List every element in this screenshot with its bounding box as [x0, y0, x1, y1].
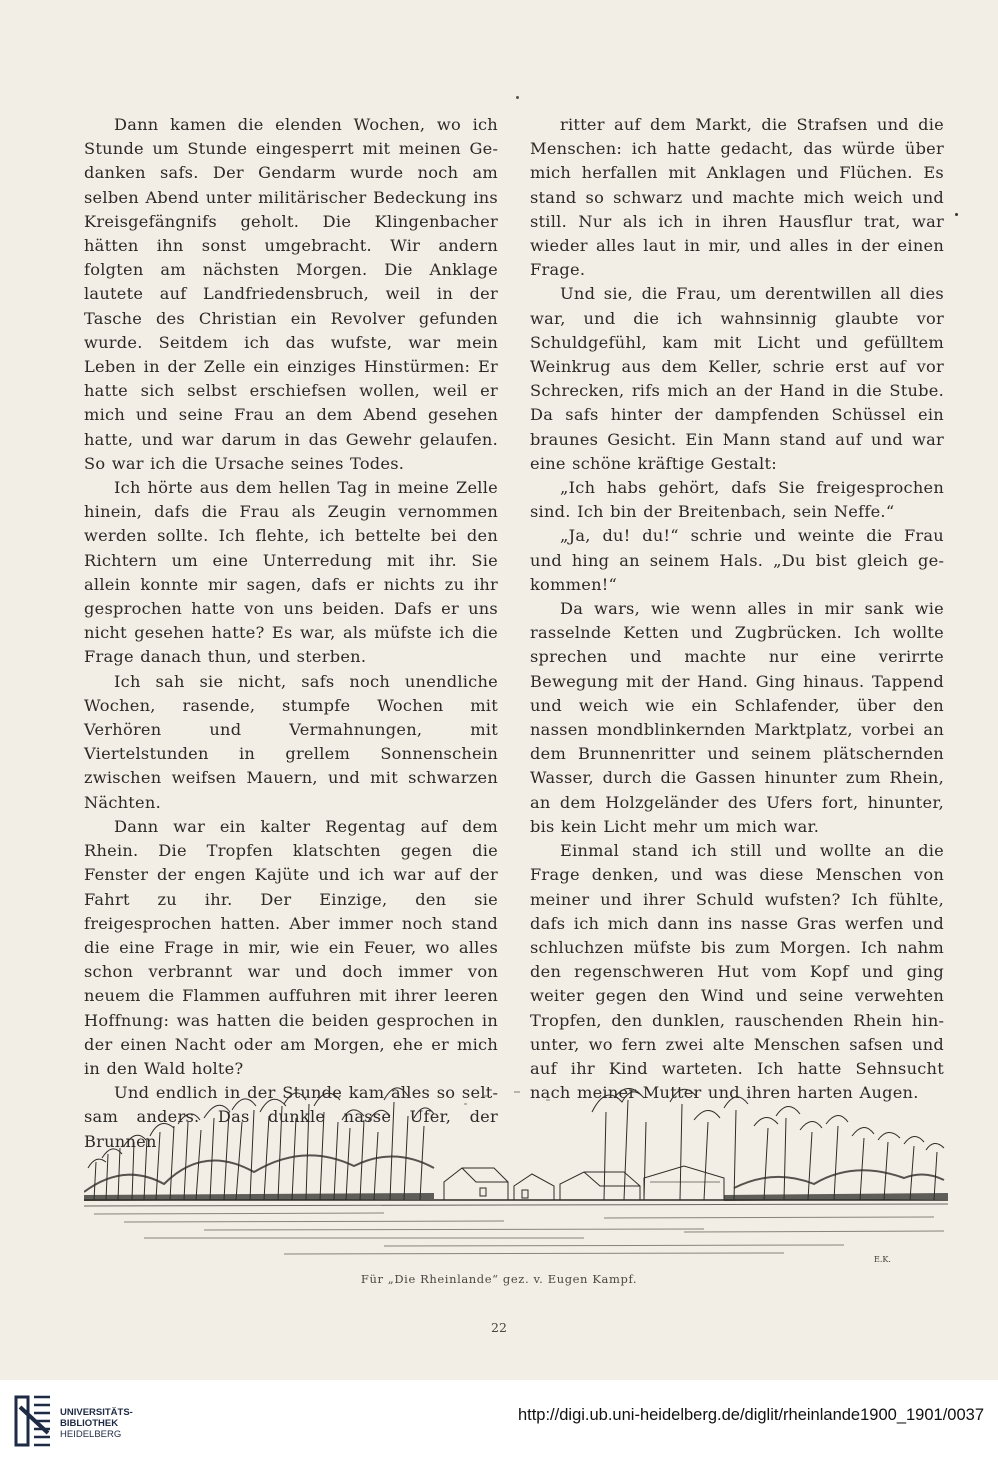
scan-speck: [955, 213, 958, 216]
artist-signature: E.K.: [874, 1255, 891, 1264]
paragraph: ritter auf dem Markt, die Strafsen und die Menschen: ich hatte gedacht, das würde über mich herfallen mit Anklagen und Flüchen. Es stand so schwarz und machte mich weich und still. Nur als ich in ihren Hausflur trat, war wieder alles laut in mir, und alles in der einen Frage.: [530, 115, 944, 280]
paragraph: Dann war ein kalter Regentag auf dem Rhein. Die Tropfen klatschten gegen die Fenster der engen Kajüte und ich war auf der Fahrt zu ihr. Der Einzige, den sie freigesprochen hatten. Aber immer noch stand die eine Frage in mir, wie ein Feuer, wo alles schon verbrannt war und doch immer von neuem die Flammen auffuhren mit ihrer leeren Hoffnung: was hatten die beiden gesprochen in der einen Nacht oder am Morgen, ehe er mich in den Wald holte?: [84, 816, 498, 1078]
left-text-column: [84, 113, 498, 1154]
paragraph: Ich hörte aus dem hellen Tag in meine Zelle hinein, dafs die Frau als Zeugin vernommen werden sollte. Ich flehte, ich bettelte bei den Richtern um eine Unterredung mit ihr. Sie allein konnte mir sagen, dafs er nichts zu ihr gesprochen hatte von uns beiden. Dafs er uns nicht gesehen hatte? Es war, als müfste ich die Frage danach thun, und sterben.: [84, 478, 498, 667]
paragraph: Dann kamen die elenden Wochen, wo ich Stunde um Stunde eingesperrt mit meinen Gedanken safs. Der Gendarm wurde noch am selben Abend unter militärischer Bedeckung ins Kreisgefängnifs geholt. Die Klingenbacher hätten ihn sonst umgebracht. Wir andern folgten am nächsten Morgen. Die Anklage lautete auf Landfriedensbruch, weil in der Tasche des Christian ein Revolver gefunden wurde. Seitdem ich das wufste, war mein Leben in der Zelle ein einziges Hinstürmen: Er hatte sich selbst erschiefsen wollen, weil er mich und seine Frau an dem Abend gesehen hatte, und war darum in das Gewehr gelaufen. So war ich die Ursache seines Todes.: [84, 115, 498, 473]
library-logo-icon: [10, 1393, 56, 1449]
scan-speck: [516, 96, 519, 99]
paragraph: Einmal stand ich still und wollte an die Frage denken, und was diese Menschen von meiner und ihrer Schuld wufsten? Ich fühlte, dafs ich mich dann ins nasse Gras werfen und schluchzen müfste bis zum Morgen. Ich nahm den regenschweren Hut vom Kopf und ging weiter gegen den Wind und seine verwehten Tropfen, den dunklen, rauschenden Rhein hinunter, wo fern zwei alte Menschen safsen und auf ihr Kind warteten. Ich hatte Sehnsucht nach meiner Mutter und ihren harten Augen.: [530, 841, 944, 1103]
right-text-column: [530, 113, 944, 1105]
paragraph: „Ja, du! du!“ schrie und weinte die Frau und hing an seinem Hals. „Du bist gleich gekommen!“: [530, 526, 944, 594]
landscape-illustration: [84, 1082, 948, 1264]
library-name: [60, 1407, 133, 1440]
library-name-line: BIBLIOTHEK: [60, 1418, 119, 1429]
source-url-link[interactable]: http://digi.ub.uni-heidelberg.de/diglit/rheinlande1900_1901/0037: [517, 1406, 984, 1424]
illustration-caption: Für „Die Rheinlande“ gez. v. Eugen Kampf.: [360, 1272, 638, 1286]
page-number: 22: [491, 1320, 507, 1335]
paragraph: Und endlich in der Stunde kam alles so seltsam anders. Das dunkle nasse Ufer, der Brunnen: [84, 1083, 498, 1151]
library-name-line: HEIDELBERG: [60, 1429, 122, 1440]
paragraph: Und sie, die Frau, um derentwillen all dies war, und die ich wahnsinnig glaubte vor Schuldgefühl, kam mit Licht und gefülltem Weinkrug aus dem Keller, schrie erst auf vor Schrecken, rifs mich an der Hand in die Stube. Da safs hinter der dampfenden Schüssel ein braunes Gesicht. Ein Mann stand auf und war eine schöne kräftige Gestalt:: [530, 284, 944, 473]
paragraph: „Ich habs gehört, dafs Sie freigesprochen sind. Ich bin der Breitenbach, sein Neffe.“: [530, 478, 944, 522]
paragraph: Da wars, wie wenn alles in mir sank wie rasselnde Ketten und Zugbrücken. Ich wollte sprechen und machte nur eine verirrte Bewegung mit der Hand. Ging hinaus. Tappend und weich wie ein Schlafender, über den nassen mondblinkernden Marktplatz, vorbei an dem Brunnenritter und seinem plätschernden Wasser, durch die Gassen hinunter zum Rhein, an dem Holzgeländer des Ufers fort, hinunter, bis kein Licht mehr um mich war.: [530, 599, 944, 836]
paragraph: Ich sah sie nicht, safs noch unendliche Wochen, rasende, stumpfe Wochen mit Verhören und Vermahnungen, mit Viertelstunden in grellem Sonnenschein zwischen weifsen Mauern, und mit schwarzen Nächten.: [84, 671, 498, 812]
library-name-line: UNIVERSITÄTS-: [60, 1407, 133, 1418]
